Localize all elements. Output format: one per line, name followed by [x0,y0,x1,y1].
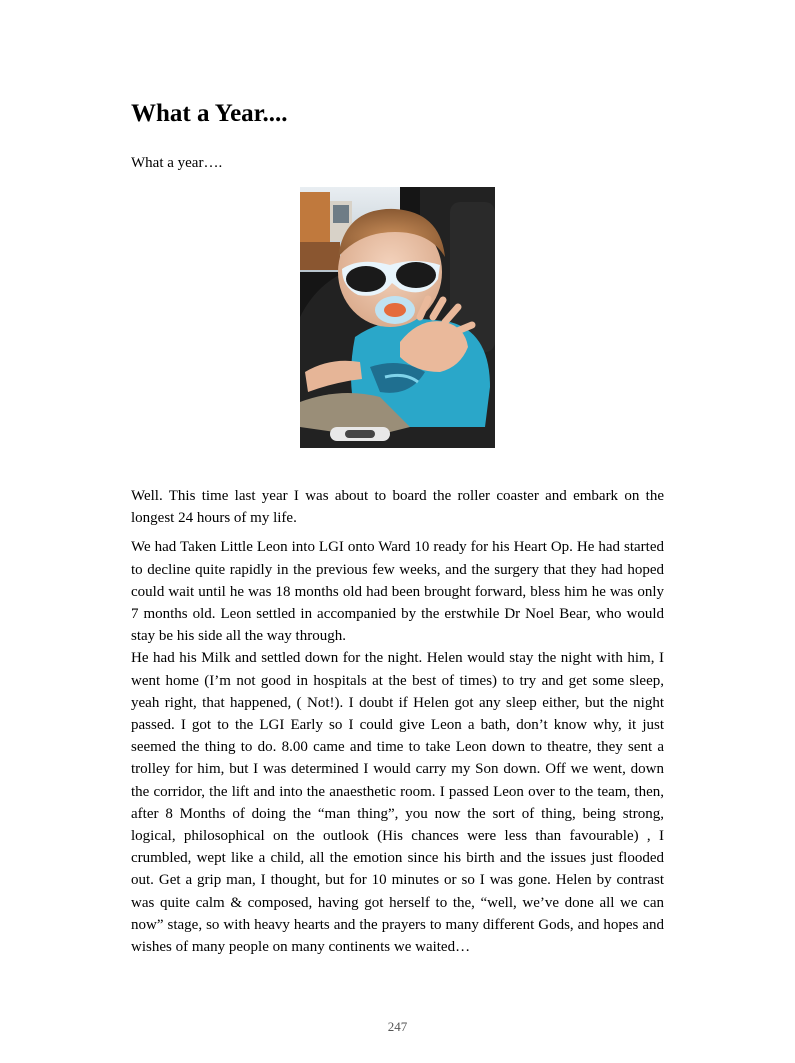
intro-text: What a year…. [131,155,223,171]
baby-photo [300,187,495,448]
paragraph: He had his Milk and settled down for the night. Helen would stay the night with him, I went home (I’m not good in hospitals at the best of times) to try and get some sleep, yeah right, that happened, ( Not!). I doubt if Helen got any sleep either, but the night passed. I got to the LGI Early so I could give Leon a bath, don’t know why, it just seemed the thing to do. 8.00 came and time to take Leon down to theatre, they sent a trolley for him, but I was determined I would carry my Son down. Off we went, down the corridor, the lift and into the anaesthetic room. I passed Leon over to the team, then, after 8 Months of doing the “man thing”, you now the sort of thing, being strong, logical, philosophical on the outlook (His chances were less than favourable) , I crumbled, wept like a child, all the emotion since his birth and the issues just flooded out. Get a grip man, I thought, but for 10 minutes or so I was gone. Helen by contrast was quite calm & composed, having got herself to the, “well, we’ve done all we can now” stage, so with heavy hearts and the prayers to many different Gods, and hopes and wishes of many people on many continents we waited… [131,650,664,956]
paragraph: We had Taken Little Leon into LGI onto Ward 10 ready for his Heart Op. He had started to decline quite rapidly in the previous few weeks, and the surgery that they had hoped could wait until he was 18 months old had been brought forward, bless him he was only 7 months old. Leon settled in accompanied by the erstwhile Dr Noel Bear, who would stay be his side all the way through. [131,539,664,645]
body-text [131,485,664,958]
paragraph: Well. This time last year I was about to board the roller coaster and embark on the longest 24 hours of my life. [131,488,664,527]
baby-photo-illustration [300,187,495,448]
page-title: What a Year.... [131,100,288,127]
page-number: 247 [387,1019,408,1034]
